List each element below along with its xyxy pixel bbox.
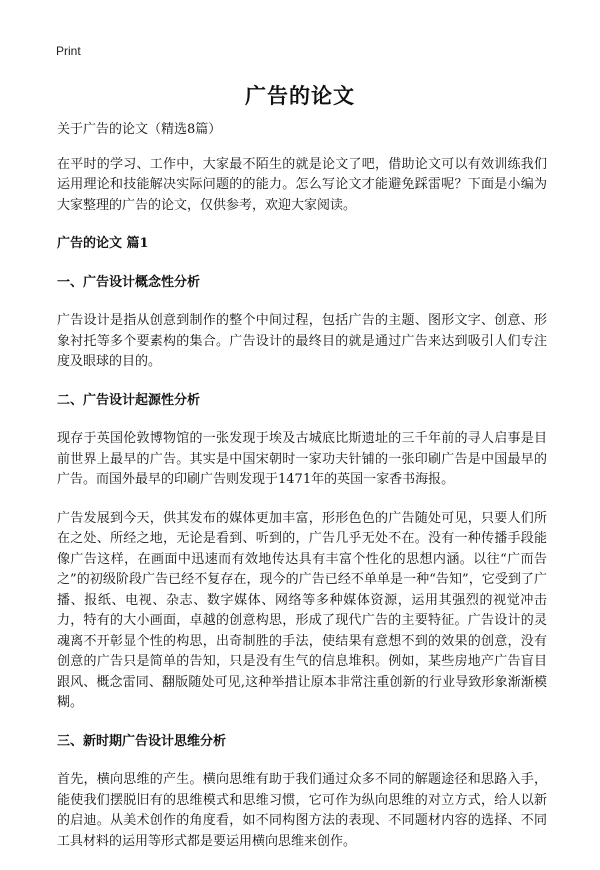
document-subtitle: 关于广告的论文（精选8篇） [57,122,222,137]
section-3-heading: 三、新时期广告设计思维分析 [57,733,227,749]
article-heading: 广告的论文 篇1 [57,236,149,251]
section-3-paragraph-1: 首先，横向思维的产生。横向思维有助于我们通过众多不同的解题途径和思路入手，能使我们摆脱旧有的思维模式和思维习惯，它可作为纵向思维的对立方式，给人以新的启迪。从美术创作的角度看，如不同构图方法的表现、不同题材内容的选择、不同工具材料的运用等形式都是要运用横向思维来创作。 [57,772,547,849]
section-2-paragraph-2: 广告发展到今天，供其发布的媒体更加丰富，形形色色的广告随处可见，只要人们所在之处、所经之地，无论是看到、听到的，广告几乎无处不在。没有一种传播手段能像广告这样，在画面中迅速而有效地传达具有丰富个性化的思想内涵。以往“广而告之”的初级阶段广告已经不复存在，现今的广告已经不单单是一种“告知”，它受到了广播、报纸、电视、杂志、数字媒体、网络等多种媒体资源，运用其强烈的视觉冲击力，特有的大小画面，卓越的创意构思，形成了现代广告的主要特征。广告设计的灵魂离不开彰显个性的构思，出奇制胜的手法，使结果有意想不到的效果的创意，没有创意的广告只是简单的告知，只是没有生气的信息堆积。例如，某些房地产广告盲目跟风、概念雷同、翻版随处可见,这种举措让原本非常注重创新的行业导致形象渐渐模糊。 [57,510,547,710]
intro-paragraph: 在平时的学习、工作中，大家最不陌生的就是论文了吧，借助论文可以有效训练我们运用理论和技能解决实际问题的的能力。怎么写论文才能避免踩雷呢？下面是小编为大家整理的广告的论文，仅供参考，欢迎大家阅读。 [57,156,547,213]
section-1-heading: 一、广告设计概念性分析 [57,274,201,290]
document-body [57,120,547,870]
section-2-paragraph-1: 现存于英国伦敦博物馆的一张发现于埃及古城底比斯遗址的三千年前的寻人启事是目前世界上最早的广告。其实是中国宋朝时一家功夫针铺的一张印刷广告是中国最早的广告。而国外最早的印刷广告则发现于1471年的英国一家香书海报。 [57,431,547,487]
section-2-heading: 二、广告设计起源性分析 [57,392,201,408]
print-label: Print [56,44,81,58]
document-title: 广告的论文 [245,83,355,108]
section-1-paragraph-1: 广告设计是指从创意到制作的整个中间过程，包括广告的主题、图形文字、创意、形象衬托等多个要素构的集合。广告设计的最终目的就是通过广告来达到吸引人们专注度及眼球的目的。 [57,313,547,369]
